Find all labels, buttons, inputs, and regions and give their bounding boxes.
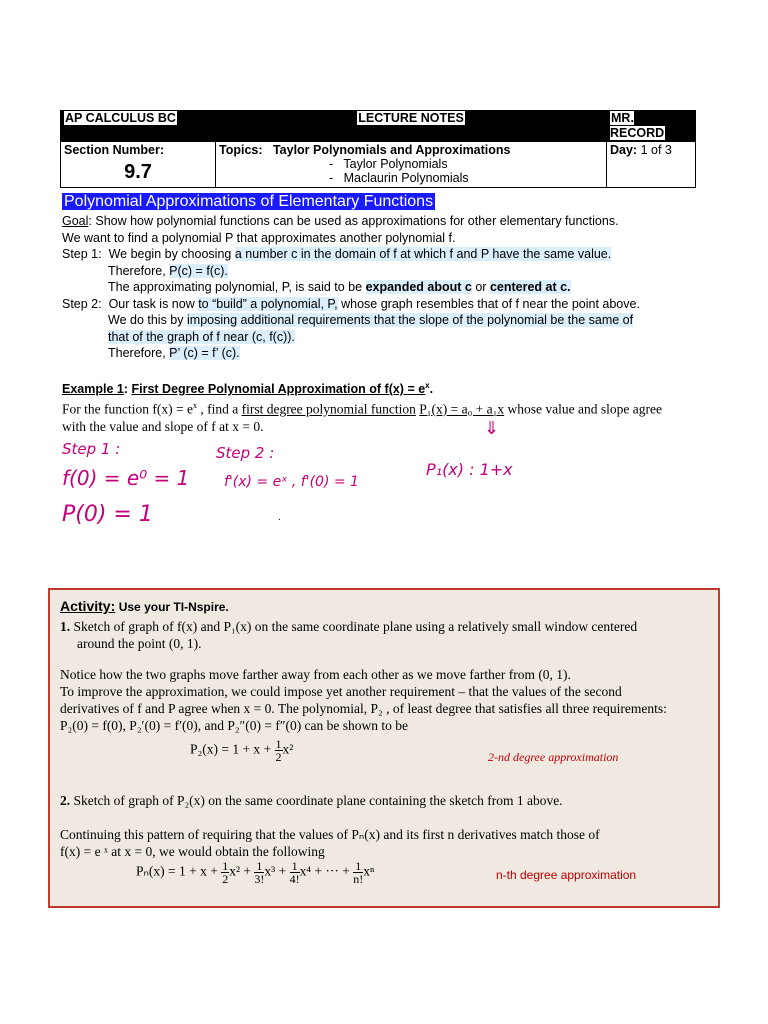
or-text: or [475,280,487,294]
topics-sub2: Maclaurin Polynomials [343,171,469,185]
p2-formula [190,738,293,763]
example1-body: For the function $f(x) = e^x$ , find a first degree polynomial function P₁(x) = a₀ + a₁x whose value and slope agree with the value and slope of f at x = 0. [62,397,712,435]
section-number: 9.7 [124,161,152,183]
example1-label: Example 1 [62,382,124,397]
improve-line1: To improve the approximation, we could impose yet another requirement – that the values of the second [60,684,622,699]
hand-p1: P₁(x) : 1+x [426,460,513,479]
pn-lhs: Pₙ(x) = 1 + x + [136,863,218,879]
p2-frac-den: 2 [275,750,282,764]
therefore-label: Therefore, [108,346,166,360]
teacher-cell [607,111,696,142]
goal-label: Goal [62,214,89,228]
want-line: We want to find a polynomial P that approximates another polynomial f. [62,230,456,245]
example1-desc: First Degree Polynomial Approximation of f(x) = e [131,382,426,397]
p1-formula: P₁(x) = a₀ + a₁x [419,401,505,417]
step1-text: We begin by choosing [108,247,232,261]
day-cell [607,142,696,188]
topics-label: Topics: [219,143,263,157]
header-table [60,110,696,188]
pn-term: x³ + [264,863,287,879]
step1-label: Step 1: [62,247,102,261]
step1-equation: P(c) = f(c). [169,263,228,278]
item1-text-2: around the point (0, 1). [77,636,202,651]
pn-frac-den: 2 [222,872,229,886]
hand-fprime: f'(x) = eˣ , f'(0) = 1 [224,474,359,490]
expanded-about: expanded about c [365,280,472,294]
centered-at: centered at c. [489,280,571,294]
section-label: Section Number: [64,143,165,157]
step1-highlight: a number c in the domain of f at which f and P have the same value. [234,247,612,261]
item1-text: Sketch of graph of f(x) and P₁(x) on the same coordinate plane using a relatively small window centered [73,619,638,634]
pn-frac-den: 3! [254,872,265,886]
step2-line2-highlight: imposing additional requirements that the slope of the polynomial be the same of [187,313,634,327]
step2-text: Our task is now [108,296,195,311]
activity-box [48,588,720,908]
step2-text-rest: whose graph resembles that of f near the point above. [341,296,640,311]
section-cell [61,142,216,188]
p2-frac-num: 1 [275,737,282,751]
p2-term: x² [282,741,294,757]
hand-p0: P(0) = 1 [62,502,153,527]
course-name: AP CALCULUS BC [65,111,176,125]
example1-line2: with the value and slope of f at x = 0. [62,418,264,434]
continue-line1: Continuing this pattern of requiring that the values of Pₙ(x) and its first n derivatives match those of [60,827,600,842]
course-cell [61,111,216,142]
hand-f0: f(0) = e⁰ = 1 [62,466,190,490]
item2-number: 2. [60,793,71,808]
step2-highlight: to “build” a polynomial, P, [198,296,338,311]
continue-line2: f(x) = e ˣ at x = 0, we would obtain the following [60,844,325,859]
pn-frac-num: 1 [355,859,362,873]
pn-frac-den: n! [353,872,364,886]
approx-text: The approximating polynomial, P, is said to be [108,280,363,294]
pn-frac-num: 1 [291,859,298,873]
p2-lhs: P₂(x) = 1 + x + [190,741,272,757]
teacher-name: MR. RECORD [610,111,665,140]
day-label: Day: [610,143,638,157]
improve-line2: derivatives of f and P agree when x = 0. The polynomial, P₂ , of least degree that satisfies all three requirements: [60,701,667,716]
page-heading: Polynomial Approximations of Elementary Functions [64,193,434,210]
pn-frac-num: 1 [256,859,263,873]
pn-frac-den: 4! [289,872,300,886]
pn-frac-num: 1 [222,859,229,873]
hand-down-arrow: ⇓ [484,418,500,439]
first-degree-poly: first degree polynomial function [241,401,416,417]
pn-note: n-th degree approximation [496,868,637,882]
topics-title: Taylor Polynomials and Approximations [272,143,511,157]
topics-sub1: Taylor Polynomials [343,157,448,171]
pn-formula [136,860,374,885]
therefore-label: Therefore, [108,263,166,278]
topics-cell [216,142,607,188]
doc-type: LECTURE NOTES [358,111,464,125]
step2-label: Step 2: [62,296,102,311]
p2-note: 2-nd degree approximation [488,750,619,764]
step2-equation: P’ (c) = f’ (c). [169,346,240,360]
conditions: P₂(0) = f(0), P₂′(0) = f′(0), and P₂″(0) = f″(0) can be shown to be [60,718,409,733]
pn-term: x² + [229,863,252,879]
hand-step1: Step 1 : [62,440,121,458]
bullet-dash: - [329,157,334,171]
intro-section [62,213,712,362]
notice-text: Notice how the two graphs move farther away from each other as we move farther from (0, 1). [60,667,571,682]
pn-term: xⁿ [363,863,375,879]
activity-subtitle: Use your TI-Nspire. [118,600,229,614]
example1-title: Example 1: First Degree Polynomial Approximation of $f(x) = e^x$. [62,381,434,397]
example1-sup: x [425,381,430,390]
step2-line3: that of the graph of f near (c, f(c)). [108,329,295,344]
step2-line2: We do this by [108,313,184,327]
example1-fn: For the function f(x) = e [62,401,193,417]
day-value: 1 of 3 [640,143,672,157]
item2-text: Sketch of graph of P₂(x) on the same coordinate plane containing the sketch from 1 above. [73,793,563,808]
pn-term: x⁴ + ··· + [299,863,350,879]
stray-dot: . [278,512,281,523]
goal-text: : Show how polynomial functions can be used as approximations for other elementary functions. [88,214,619,228]
item1-number: 1. [60,619,71,634]
activity-title: Activity: [60,598,116,614]
hand-step2: Step 2 : [216,444,275,462]
doc-type-cell [216,111,607,142]
bullet-dash: - [329,171,334,185]
